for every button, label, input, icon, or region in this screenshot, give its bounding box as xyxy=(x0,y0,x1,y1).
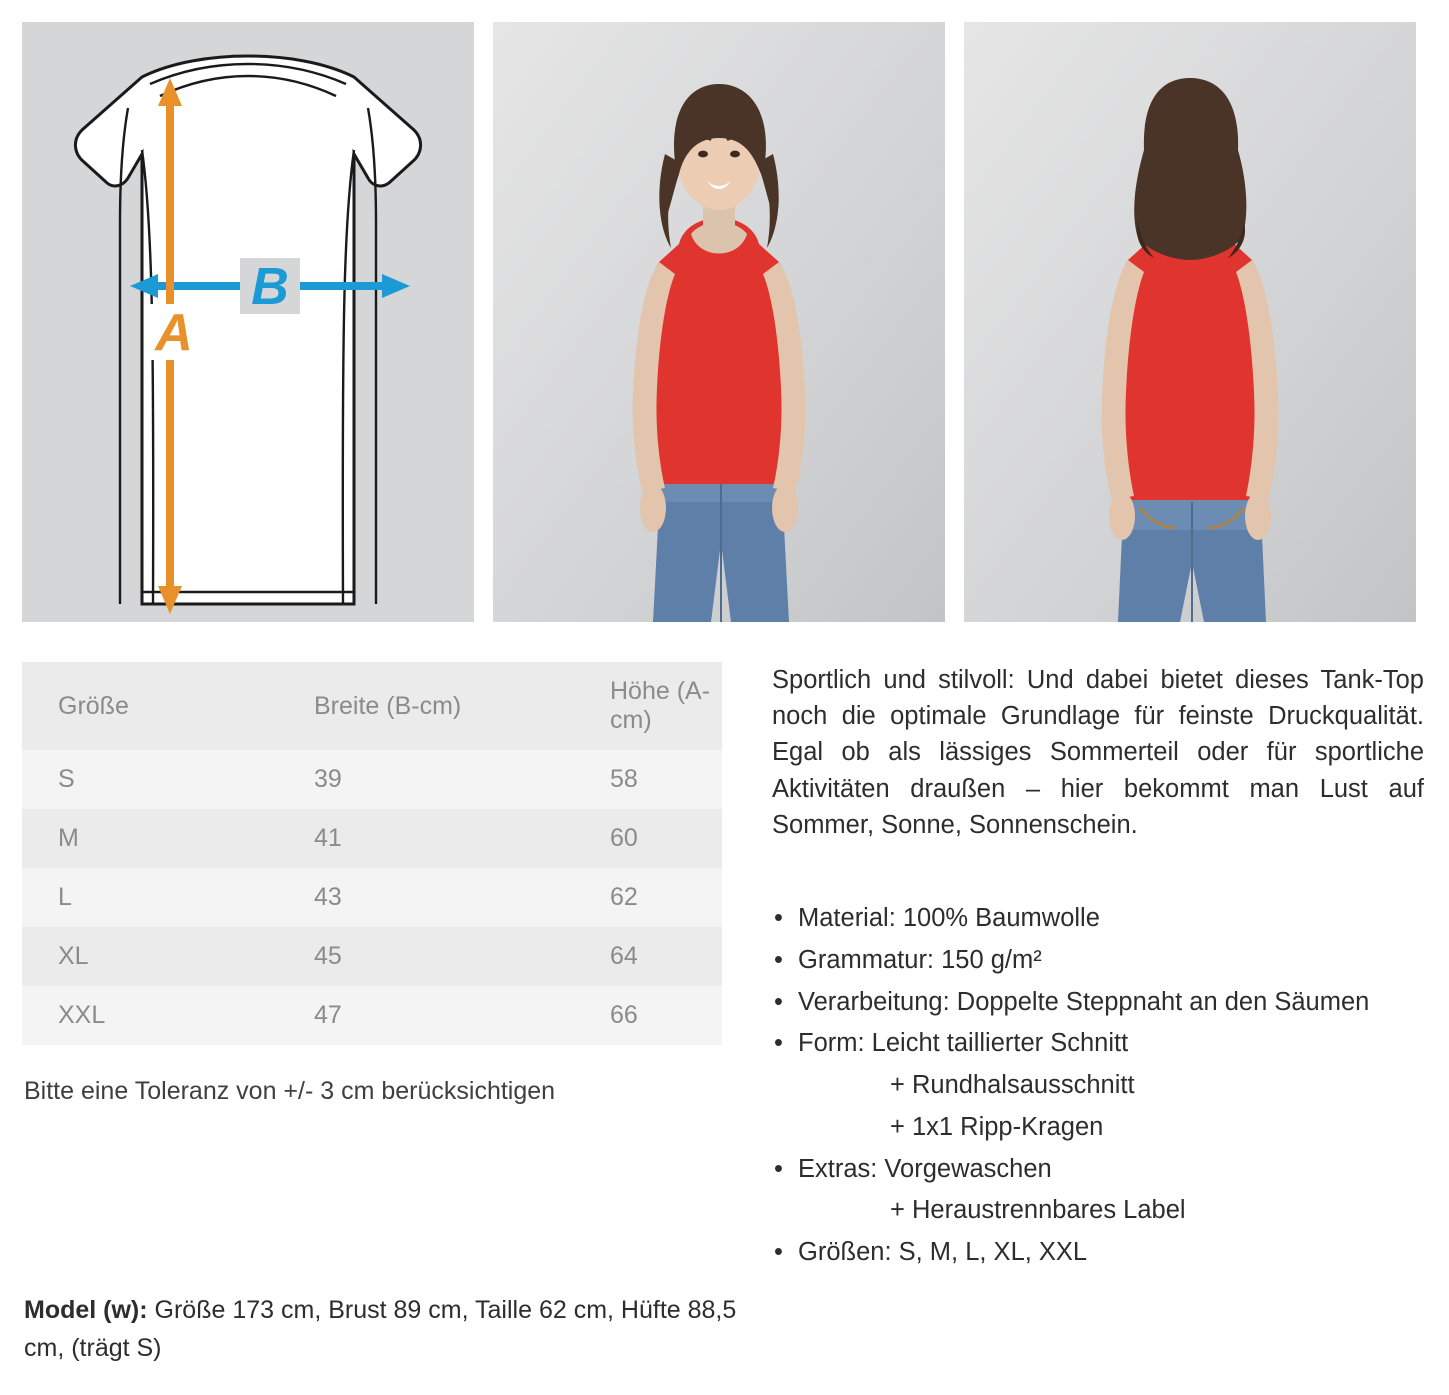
table-row xyxy=(22,809,722,868)
model-info xyxy=(24,1291,744,1367)
model-back-illustration xyxy=(964,22,1416,622)
svg-text:A: A xyxy=(155,304,193,362)
list-item: • Extras: Vorgewaschen xyxy=(772,1150,1424,1189)
tank-top-technical-drawing xyxy=(22,22,474,622)
list-item-sub: + Rundhalsausschnitt xyxy=(890,1071,1135,1100)
cell-height: 64 xyxy=(610,942,638,970)
product-description: Sportlich und stilvoll: Und dabei bietet dieses Tank-Top noch die optimale Grundlage für feinste Druckqualität. Egal ob als lässiges Sommerteil oder für sportliche Aktivitäten draußen – hier bekommt man Lust auf Sommer, Sonne, Sonnenschein. xyxy=(772,666,1424,839)
cell-width: 41 xyxy=(314,824,342,852)
table-header-size: Größe xyxy=(58,691,129,720)
size-table xyxy=(22,662,722,1045)
model-info-label: Model (w): xyxy=(24,1296,148,1324)
cell-height: 62 xyxy=(610,883,638,911)
cell-width: 47 xyxy=(314,1001,342,1029)
list-item-sub: + Heraustrennbares Label xyxy=(890,1196,1186,1225)
model-front-illustration xyxy=(493,22,945,622)
cell-size: XL xyxy=(58,942,89,970)
cell-size: L xyxy=(58,883,72,911)
list-item-sub: + 1x1 Ripp-Kragen xyxy=(890,1112,1104,1141)
tolerance-note: Bitte eine Toleranz von +/- 3 cm berücksichtigen xyxy=(24,1077,556,1105)
model-front-photo xyxy=(493,22,945,622)
table-header-row xyxy=(22,662,722,750)
size-chart-column xyxy=(22,662,744,1275)
list-item: • Größen: S, M, L, XL, XXL xyxy=(772,1233,1424,1272)
list-item: • Material: 100% Baumwolle xyxy=(772,899,1424,938)
table-row xyxy=(22,750,722,809)
details-section xyxy=(0,622,1449,1275)
model-info-text: Größe 173 cm, Brust 89 cm, Taille 62 cm, Hüfte 88,5 cm, (trägt S) xyxy=(24,1296,737,1362)
list-item: • Form: Leicht taillierter Schnitt xyxy=(772,1024,1424,1063)
cell-width: 45 xyxy=(314,942,342,970)
cell-width: 43 xyxy=(314,883,342,911)
cell-size: M xyxy=(58,824,79,852)
cell-height: 66 xyxy=(610,1001,638,1029)
tech-drawing-panel xyxy=(22,22,474,622)
cell-size: XXL xyxy=(58,1001,106,1029)
description-column xyxy=(744,662,1424,1275)
model-back-photo xyxy=(964,22,1416,622)
list-item: • Verarbeitung: Doppelte Steppnaht an den Säumen xyxy=(772,983,1424,1022)
cell-height: 58 xyxy=(610,765,638,793)
product-image-row xyxy=(0,0,1449,622)
cell-width: 39 xyxy=(314,765,342,793)
table-row xyxy=(22,868,722,927)
table-row xyxy=(22,927,722,986)
feature-list xyxy=(772,899,1424,1272)
cell-size: S xyxy=(58,765,75,793)
table-row xyxy=(22,986,722,1045)
table-header-width: Breite (B-cm) xyxy=(314,691,462,720)
cell-height: 60 xyxy=(610,824,638,852)
svg-text:B: B xyxy=(251,258,289,316)
table-header-height: Höhe (A-cm) xyxy=(610,677,711,734)
list-item: • Grammatur: 150 g/m² xyxy=(772,941,1424,980)
